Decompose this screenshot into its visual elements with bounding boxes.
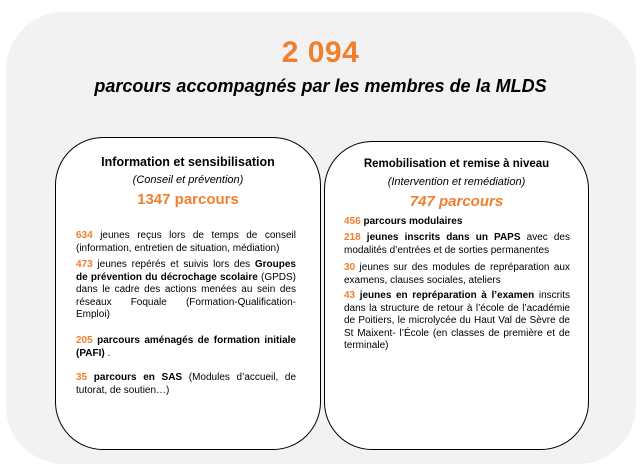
item-text: jeunes sur des modules de repréparation aux examens, clauses sociales, ateliers (344, 262, 570, 286)
item-text: jeunes repérés et suivis lors des (92, 259, 255, 270)
list-item (344, 290, 570, 353)
total-count: 2 094 (281, 36, 360, 69)
item-number: 218 (344, 232, 361, 243)
list-item (344, 232, 570, 257)
card-title: Information et sensibilisation (101, 155, 275, 169)
item-number: 634 (76, 230, 93, 241)
list-item (76, 372, 296, 397)
item-text: (GPDS) dans le cadre des actions menées au sein des réseaux Foquale (Formation-Qualification-Emploi) (76, 271, 296, 320)
item-text: avec des modalités d’entrées et de sorties permanentes (344, 232, 570, 256)
card-subtitle: (Intervention et remédiation) (387, 176, 526, 188)
list-item (76, 259, 296, 322)
item-text: . (104, 347, 111, 359)
item-number: 473 (76, 259, 93, 270)
card-count: 747 parcours (409, 193, 504, 210)
main-subtitle: parcours accompagnés par les membres de la MLDS (94, 76, 547, 96)
list-item (76, 335, 296, 360)
item-bold-text: Groupes de prévention du décrochage scolaire (76, 259, 296, 283)
list-item (344, 262, 570, 287)
item-bold-text: jeunes inscrits dans un PAPS (360, 232, 521, 243)
item-bold-text: parcours aménagés de formation initiale (PAFI) (76, 335, 296, 359)
item-number: 43 (344, 290, 356, 301)
card-subtitle: (Conseil et prévention) (132, 174, 244, 186)
item-number: 30 (344, 262, 356, 273)
item-number: 35 (76, 372, 88, 383)
item-bold-text: parcours en SAS (87, 372, 183, 383)
list-item (344, 216, 570, 229)
item-number: 456 (344, 216, 361, 227)
info-sensibilisation-card (55, 137, 321, 450)
list-item (76, 230, 296, 255)
item-bold-text: parcours modulaires (360, 216, 463, 227)
item-number: 205 (76, 335, 93, 346)
item-bold-text: jeunes en repréparation à l’examen (355, 290, 535, 301)
remobilisation-card (324, 141, 589, 450)
card-count: 1347 parcours (137, 191, 239, 208)
item-text: jeunes reçus lors de temps de conseil (information, entretien de situation, médiation) (76, 230, 296, 254)
item-text: inscrits dans la structure de retour à l’école de l’académie de Poitiers, le microlycée du Haut Val de Sèvre de St Maixent- l’École (en classes de première et de terminale) (344, 290, 570, 351)
card-title: Remobilisation et remise à niveau (363, 158, 550, 170)
item-text: (Modules d’accueil, de tutorat, de soutien…) (76, 372, 297, 396)
